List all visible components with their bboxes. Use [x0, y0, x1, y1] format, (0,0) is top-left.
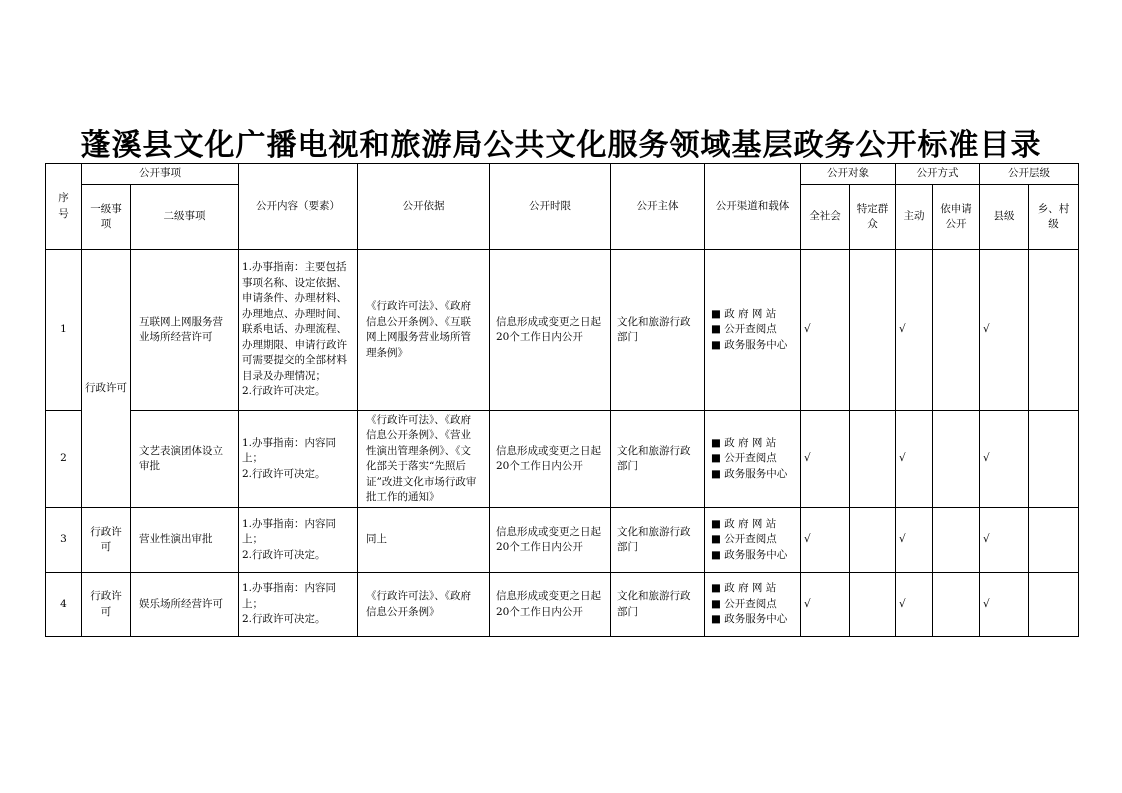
- row-qudao: [705, 508, 801, 573]
- row-neirong: 1.办事指南：内容同上； 2.行政许可决定。: [239, 508, 358, 573]
- row-xianji: √: [980, 573, 1029, 637]
- channel-item: ■ 政务服务中心: [711, 548, 788, 561]
- header-row-1: [46, 164, 1079, 185]
- row-teding: [850, 573, 896, 637]
- row-quanshehui: √: [801, 250, 850, 411]
- header-erji: 二级事项: [131, 185, 239, 250]
- row-zhuti: 文化和旅游行政部门: [611, 573, 705, 637]
- header-teding: 特定群众: [850, 185, 896, 250]
- row-shixian: 信息形成或变更之日起20个工作日内公开: [490, 250, 611, 411]
- row-erji: 娱乐场所经营许可: [131, 573, 239, 637]
- table-row: [46, 573, 1079, 637]
- row-yishenqing: [933, 250, 980, 411]
- header-qudao: 公开渠道和载体: [705, 164, 801, 250]
- header-gongkai-shixiang: 公开事项: [82, 164, 239, 185]
- row-yiju: 《行政许可法》、《政府信息公开条例》、《互联网上网服务营业场所管理条例》: [358, 250, 490, 411]
- row-yiju: 《行政许可法》、《政府信息公开条例》: [358, 573, 490, 637]
- row-teding: [850, 411, 896, 508]
- header-seq-char-2: 号: [58, 207, 69, 220]
- header-yiju: 公开依据: [358, 164, 490, 250]
- row-zhudong: √: [896, 411, 933, 508]
- table-row: [46, 411, 1079, 508]
- row-xiang: [1029, 250, 1079, 411]
- row-shixian: 信息形成或变更之日起20个工作日内公开: [490, 508, 611, 573]
- row-quanshehui: √: [801, 411, 850, 508]
- row-yiju: 同上: [358, 508, 490, 573]
- channel-item: ■ 公开查阅点: [711, 452, 777, 465]
- header-cengji: 公开层级: [980, 164, 1079, 185]
- row-seq: 1: [46, 250, 82, 411]
- row-yiju: 《行政许可法》、《政府信息公开条例》、《营业性演出管理条例》、《文化部关于落实“先照后证”改进文化市场行政审批工作的通知》: [358, 411, 490, 508]
- row-zhudong: √: [896, 573, 933, 637]
- header-seq: [46, 164, 82, 250]
- row-teding: [850, 250, 896, 411]
- row-quanshehui: √: [801, 508, 850, 573]
- row-erji: 互联网上网服务营业场所经营许可: [131, 250, 239, 411]
- row-neirong: 1.办事指南：主要包括事项名称、设定依据、申请条件、办理材料、办理地点、办理时间、联系电话、办理流程、办理期限、申请行政许可需要提交的全部材料目录及办理情况； 2.行政许可决定。: [239, 250, 358, 411]
- channel-item: ■ 公开查阅点: [711, 533, 777, 546]
- row-xianji: √: [980, 508, 1029, 573]
- row-qudao: [705, 250, 801, 411]
- row-quanshehui: √: [801, 573, 850, 637]
- channel-item: ■ 政务服务中心: [711, 467, 788, 480]
- header-zhuti: 公开主体: [611, 164, 705, 250]
- row-yishenqing: [933, 411, 980, 508]
- header-seq-char-1: 序: [58, 192, 69, 204]
- row-seq: 3: [46, 508, 82, 573]
- row-yiji: 行政许可: [82, 508, 131, 573]
- row-xiang: [1029, 508, 1079, 573]
- page-title: 蓬溪县文化广播电视和旅游局公共文化服务领域基层政务公开标准目录: [80, 128, 1042, 163]
- row-neirong: 1.办事指南：内容同上； 2.行政许可决定。: [239, 411, 358, 508]
- row-zhuti: 文化和旅游行政部门: [611, 411, 705, 508]
- row-xianji: √: [980, 411, 1029, 508]
- table-row: [46, 250, 1079, 411]
- header-xianji: 县级: [980, 185, 1029, 250]
- channel-item: ■ 公开查阅点: [711, 323, 777, 336]
- channel-item: ■ 政 府 网 站: [711, 436, 777, 449]
- row-erji: 文艺表演团体设立审批: [131, 411, 239, 508]
- row-xianji: √: [980, 250, 1029, 411]
- row-qudao: [705, 573, 801, 637]
- channel-item: ■ 政 府 网 站: [711, 307, 777, 320]
- disclosure-catalog-table: [45, 163, 1079, 637]
- row-yishenqing: [933, 508, 980, 573]
- row-xiang: [1029, 573, 1079, 637]
- row-shixian: 信息形成或变更之日起20个工作日内公开: [490, 411, 611, 508]
- header-quanshehui: 全社会: [801, 185, 850, 250]
- row-zhuti: 文化和旅游行政部门: [611, 508, 705, 573]
- row-zhudong: √: [896, 250, 933, 411]
- row-seq: 2: [46, 411, 82, 508]
- channel-item: ■ 政 府 网 站: [711, 517, 777, 530]
- header-duixiang: 公开对象: [801, 164, 896, 185]
- row-yiji: 行政许可: [82, 250, 131, 508]
- row-seq: 4: [46, 573, 82, 637]
- row-zhudong: √: [896, 508, 933, 573]
- row-yiji: 行政许可: [82, 573, 131, 637]
- header-zhudong: 主动: [896, 185, 933, 250]
- table-row: [46, 508, 1079, 573]
- channel-item: ■ 公开查阅点: [711, 597, 777, 610]
- row-teding: [850, 508, 896, 573]
- header-neirong: 公开内容（要素）: [239, 164, 358, 250]
- channel-item: ■ 政务服务中心: [711, 613, 788, 626]
- row-qudao: [705, 411, 801, 508]
- channel-item: ■ 政务服务中心: [711, 338, 788, 351]
- channel-item: ■ 政 府 网 站: [711, 582, 777, 595]
- header-fangshi: 公开方式: [896, 164, 980, 185]
- header-shixian: 公开时限: [490, 164, 611, 250]
- row-yishenqing: [933, 573, 980, 637]
- header-xiang: 乡、村级: [1029, 185, 1079, 250]
- header-yishenqing: 依申请公开: [933, 185, 980, 250]
- row-neirong: 1.办事指南：内容同上； 2.行政许可决定。: [239, 573, 358, 637]
- header-yiji: 一级事项: [82, 185, 131, 250]
- row-erji: 营业性演出审批: [131, 508, 239, 573]
- row-zhuti: 文化和旅游行政部门: [611, 250, 705, 411]
- row-shixian: 信息形成或变更之日起20个工作日内公开: [490, 573, 611, 637]
- row-xiang: [1029, 411, 1079, 508]
